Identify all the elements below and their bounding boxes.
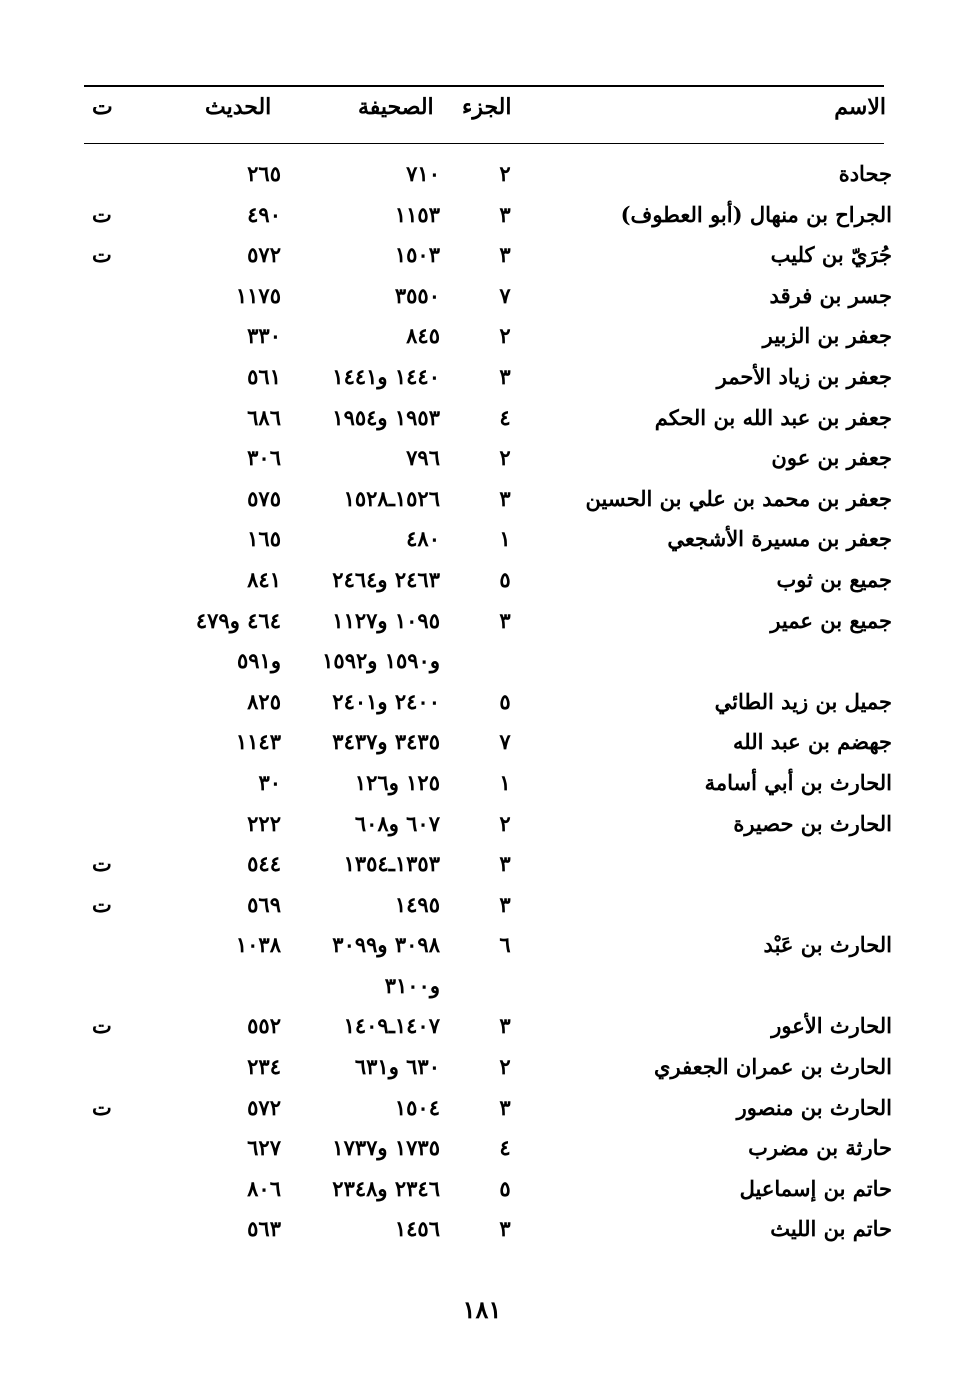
volume-cell: ٦ [499, 932, 511, 958]
table-row [0, 1006, 964, 1047]
name-cell: جعفر بن محمد بن علي بن الحسين [585, 485, 892, 511]
header-rule [84, 143, 884, 144]
hadith-cell: ٨٠٦ [247, 1175, 281, 1201]
table-header [0, 90, 964, 130]
table-row [0, 195, 964, 236]
hadith-cell: ١١٤٣ [235, 729, 281, 755]
table-row [0, 519, 964, 560]
hadith-cell: ٥٤٤ [247, 851, 281, 877]
t-cell: ت [92, 891, 112, 917]
page-cell: ٣٥٥٠ [394, 282, 440, 308]
volume-cell: ٣ [499, 607, 511, 633]
hadith-cell: ٣٠ [258, 769, 281, 795]
table-row [0, 682, 964, 723]
hadith-cell: ٦٢٧ [247, 1135, 281, 1161]
table-row [0, 1088, 964, 1129]
hadith-cell: ٢٢٢ [247, 810, 281, 836]
hadith-cell: ٥٦١ [247, 363, 281, 389]
page-cell: ٧٩٦ [406, 445, 440, 471]
table-row [0, 641, 964, 682]
page-cell: ٦٠٧ و٦٠٨ [354, 810, 440, 836]
volume-cell: ٧ [499, 282, 511, 308]
name-cell: الحارث بن أبي أسامة [704, 769, 892, 795]
page-cell: ١٣٥٣ـ١٣٥٤ [343, 851, 440, 877]
volume-cell: ٣ [499, 1094, 511, 1120]
page-cell: ١٤٠٧ـ١٤٠٩ [343, 1013, 440, 1039]
hadith-cell: ٥٧٢ [247, 1094, 281, 1120]
page-cell: ١٧٣٥ و١٧٣٧ [332, 1135, 440, 1161]
hadith-cell: ٨٤١ [247, 566, 281, 592]
page-cell: ١٠٩٥ و١١٢٧ [332, 607, 440, 633]
page-cell: ١٩٥٣ و١٩٥٤ [332, 404, 440, 430]
name-cell: الجراح بن منهال (أبو العطوف) [620, 201, 892, 227]
name-cell: الحارث بن عَبْد [763, 932, 892, 958]
page-cell: ٣٤٣٥ و٣٤٣٧ [332, 729, 440, 755]
name-cell: الحارث بن حصيرة [733, 810, 892, 836]
table-row [0, 722, 964, 763]
table-row [0, 235, 964, 276]
table-row [0, 1209, 964, 1250]
name-cell: الحارث بن منصور [736, 1094, 892, 1120]
table-row [0, 316, 964, 357]
table-row [0, 438, 964, 479]
hadith-cell: ٣٣٠ [247, 323, 281, 349]
name-cell: جميل بن زيد الطائي [714, 688, 892, 714]
name-cell: جميع بن ثوب [776, 566, 892, 592]
page-cell: و٣١٠٠ [384, 972, 440, 998]
page-number: ١٨١ [462, 1295, 502, 1324]
page-cell: ٢٤٦٣ و٢٤٦٤ [332, 566, 440, 592]
t-cell: ت [92, 1013, 112, 1039]
page-cell: ٧١٠ [406, 161, 440, 186]
hadith-cell: ٥٧٢ [247, 242, 281, 268]
name-cell: جعفر بن زياد الأحمر [716, 363, 892, 389]
table-row [0, 276, 964, 317]
volume-cell: ٢ [499, 810, 511, 836]
table-row [0, 804, 964, 845]
volume-cell: ٣ [499, 851, 511, 877]
volume-cell: ١ [499, 526, 511, 552]
volume-cell: ٥ [499, 566, 511, 592]
name-cell: حاتم بن إسماعيل [739, 1175, 892, 1201]
volume-cell: ٣ [499, 363, 511, 389]
hadith-cell: ٤٩٠ [247, 201, 281, 227]
page-cell: ١٤٥٦ [394, 1216, 440, 1242]
header-page: الصحيفة [358, 94, 434, 120]
volume-cell: ٣ [499, 1013, 511, 1039]
hadith-cell: ٢٣٤ [247, 1054, 281, 1080]
t-cell: ت [92, 242, 112, 268]
table-row [0, 154, 964, 195]
volume-cell: ٢ [499, 1054, 511, 1080]
page-cell: ٤٨٠ [406, 526, 440, 552]
volume-cell: ٢ [499, 445, 511, 471]
table-row [0, 1169, 964, 1210]
name-cell: جسر بن فرقد [769, 282, 892, 308]
volume-cell: ٤ [499, 1135, 511, 1161]
name-cell: جُرَيّ بن كليب [770, 242, 892, 268]
table-row [0, 1047, 964, 1088]
index-table-body [0, 154, 964, 1250]
t-cell: ت [92, 851, 112, 877]
volume-cell: ٣ [499, 891, 511, 917]
volume-cell: ٢ [499, 161, 511, 186]
table-row [0, 885, 964, 926]
page-cell: ١٤٩٥ [394, 891, 440, 917]
table-row [0, 560, 964, 601]
table-row [0, 357, 964, 398]
volume-cell: ٣ [499, 1216, 511, 1242]
table-row [0, 966, 964, 1007]
volume-cell: ٣ [499, 485, 511, 511]
table-row [0, 844, 964, 885]
header-name: الاسم [834, 94, 886, 120]
name-cell: جعفر بن الزبير [762, 323, 892, 349]
hadith-cell: ٨٢٥ [247, 688, 281, 714]
page-cell: و١٥٩٠ و١٥٩٢ [322, 648, 440, 674]
name-cell: جهضم بن عبد الله [733, 729, 892, 755]
name-cell: جعفر بن عبد الله بن الحكم [654, 404, 892, 430]
page-cell: ١٥٠٤ [394, 1094, 440, 1120]
name-cell: جعفر بن عون [771, 445, 892, 471]
page-cell: ٣٠٩٨ و٣٠٩٩ [332, 932, 440, 958]
t-cell: ت [92, 201, 112, 227]
hadith-cell: ١٦٥ [247, 526, 281, 552]
table-row [0, 479, 964, 520]
table-row [0, 601, 964, 642]
hadith-cell: ٥٦٣ [247, 1216, 281, 1242]
page-cell: ١٥٠٣ [394, 242, 440, 268]
page-cell: ٨٤٥ [406, 323, 440, 349]
page-cell: ١٤٤٠ و١٤٤١ [332, 363, 440, 389]
table-row [0, 763, 964, 804]
page-cell: ١٥٢٦ـ١٥٢٨ [343, 485, 440, 511]
volume-cell: ٥ [499, 1175, 511, 1201]
name-cell: الحارث الأعور [771, 1013, 892, 1039]
page-cell: ١١٥٣ [394, 201, 440, 227]
header-hadith: الحديث [205, 94, 272, 120]
volume-cell: ٧ [499, 729, 511, 755]
name-cell: الحارث بن عمران الجعفري [654, 1054, 892, 1080]
name-cell: جحادة [838, 161, 892, 186]
table-row [0, 1128, 964, 1169]
volume-cell: ٥ [499, 688, 511, 714]
top-rule [84, 85, 884, 87]
header-volume: الجزء [462, 94, 512, 120]
volume-cell: ٢ [499, 323, 511, 349]
hadith-cell: ١١٧٥ [235, 282, 281, 308]
name-cell: حاتم بن الليث [770, 1216, 892, 1242]
hadith-cell: و٥٩١ [237, 648, 281, 674]
hadith-cell: ٤٦٤ و٤٧٩ [195, 607, 281, 633]
volume-cell: ٣ [499, 201, 511, 227]
table-row [0, 925, 964, 966]
page-cell: ٢٣٤٦ و٢٣٤٨ [332, 1175, 440, 1201]
volume-cell: ٤ [499, 404, 511, 430]
hadith-cell: ٣٠٦ [247, 445, 281, 471]
t-cell: ت [92, 1094, 112, 1120]
name-cell: جعفر بن مسيرة الأشجعي [667, 526, 892, 552]
hadith-cell: ٢٦٥ [247, 161, 281, 186]
page-cell: ١٢٥ و١٢٦ [354, 769, 440, 795]
name-cell: حارثة بن مضرب [748, 1135, 892, 1161]
table-row [0, 398, 964, 439]
hadith-cell: ٥٧٥ [247, 485, 281, 511]
hadith-cell: ٦٨٦ [247, 404, 281, 430]
page-cell: ٦٣٠ و٦٣١ [354, 1054, 440, 1080]
hadith-cell: ١٠٣٨ [235, 932, 281, 958]
volume-cell: ١ [499, 769, 511, 795]
volume-cell: ٣ [499, 242, 511, 268]
header-t: ت [92, 94, 113, 120]
hadith-cell: ٥٥٢ [247, 1013, 281, 1039]
page-cell: ٢٤٠٠ و٢٤٠١ [332, 688, 440, 714]
name-cell: جميع بن عمير [770, 607, 892, 633]
hadith-cell: ٥٦٩ [247, 891, 281, 917]
